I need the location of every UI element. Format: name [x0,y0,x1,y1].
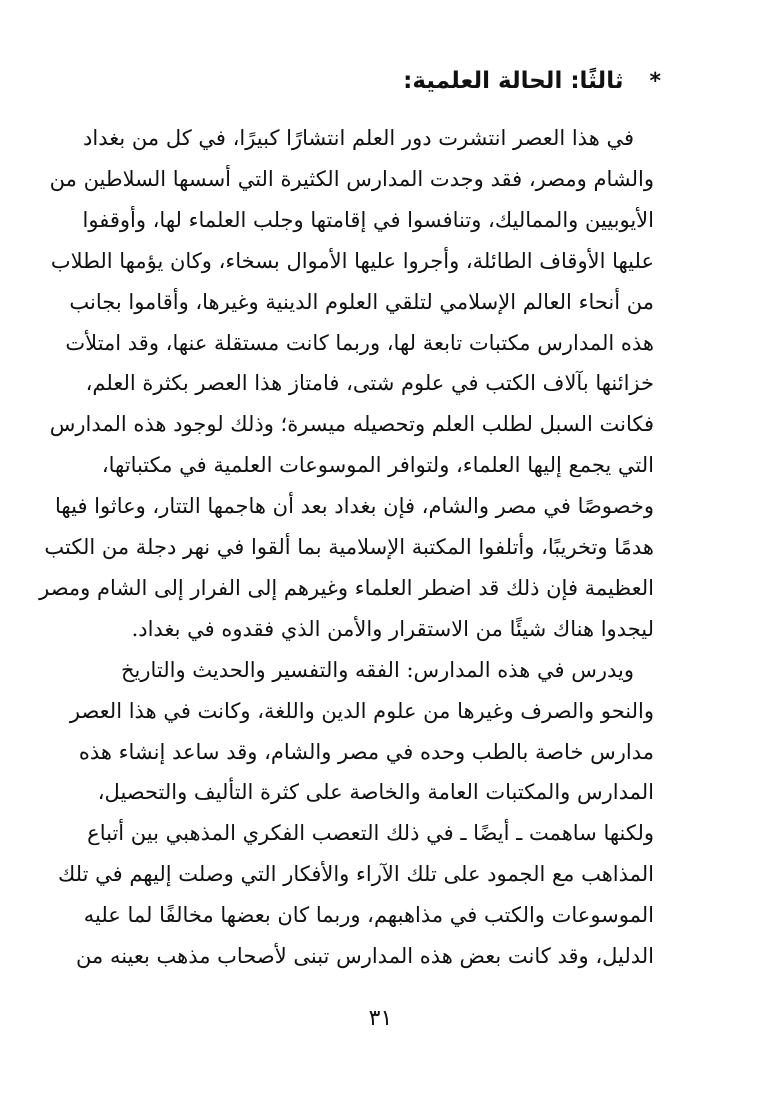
text-line: ليجدوا هناك شيئًا من الاستقرار والأمن الذي فقدوه في بغداد. [131,616,654,641]
text-line: الدليل، وقد كانت بعض هذه المدارس تبنى لأصحاب مذهب بعينه من [76,944,654,968]
section-heading [403,64,661,99]
text-line: الأيوبيين والمماليك، وتنافسوا في إقامتها وجلب العلماء لها، وأوقفوا [82,207,654,232]
text-line: والشام ومصر، فقد وجدت المدارس الكثيرة التي أسسها السلاطين من [49,166,654,191]
text-line: ولكنها ساهمت ـ أيضًا ـ في ذلك التعصب الفكري المذهبي بين أتباع [87,821,654,846]
text-line: هذه المدارس مكتبات تابعة لها، وربما كانت مستقلة عنها، وقد امتلأت [65,330,654,355]
text-line: المذاهب مع الجمود على تلك الآراء والأفكار التي وصلت إليهم في تلك [57,862,654,887]
text-line: وخصوصًا في مصر والشام، فإن بغداد بعد أن هاجمها التتار، وعاثوا فيها [55,494,654,519]
text-line: التي يجمع إليها العلماء، ولتوافر الموسوعات العلمية في مكتباتها، [101,453,654,478]
text-line: في هذا العصر انتشرت دور العلم انتشارًا كبيرًا، في كل من بغداد [83,126,634,150]
text-line: هدمًا وتخريبًا، وأتلفوا المكتبة الإسلامية بما ألقوا في نهر دجلة من الكتب [44,535,654,559]
text-line: والنحو والصرف وغيرها من علوم الدين واللغة، وكانت في هذا العصر [69,698,654,723]
text-line: من أنحاء العالم الإسلامي لتلقي العلوم الدينية وغيرها، وأقاموا بجانب [69,289,654,314]
text-line: العظيمة فإن ذلك قد اضطر العلماء وغيرهم إلى الفرار إلى الشام ومصر [39,575,654,600]
text-line: الموسوعات والكتب في مذاهبهم، وربما كان بعضها مخالفًا لما عليه [83,903,654,928]
page-number: ٣١ [368,1006,393,1031]
text-line: ويدرس في هذه المدارس: الفقه والتفسير والحديث والتاريخ [120,657,634,682]
text-line: فكانت السبل لطلب العلم وتحصيله ميسرة؛ وذلك لوجود هذه المدارس [49,412,654,437]
heading-title: ثالثًا: الحالة العلمية: [403,68,624,94]
text-line: مدارس خاصة بالطب وحده في مصر والشام، وقد ساعد إنشاء هذه [78,739,654,764]
heading-marker: * [649,69,661,94]
text-line: عليها الأوقاف الطائلة، وأجروا عليها الأموال بسخاء، وكان يؤمها الطلاب [50,248,654,273]
text-line: خزائنها بآلاف الكتب في علوم شتى، فامتاز هذا العصر بكثرة العلم، [85,371,654,396]
text-line: المدارس والمكتبات العامة والخاصة على كثرة التأليف والتحصيل، [97,780,654,805]
